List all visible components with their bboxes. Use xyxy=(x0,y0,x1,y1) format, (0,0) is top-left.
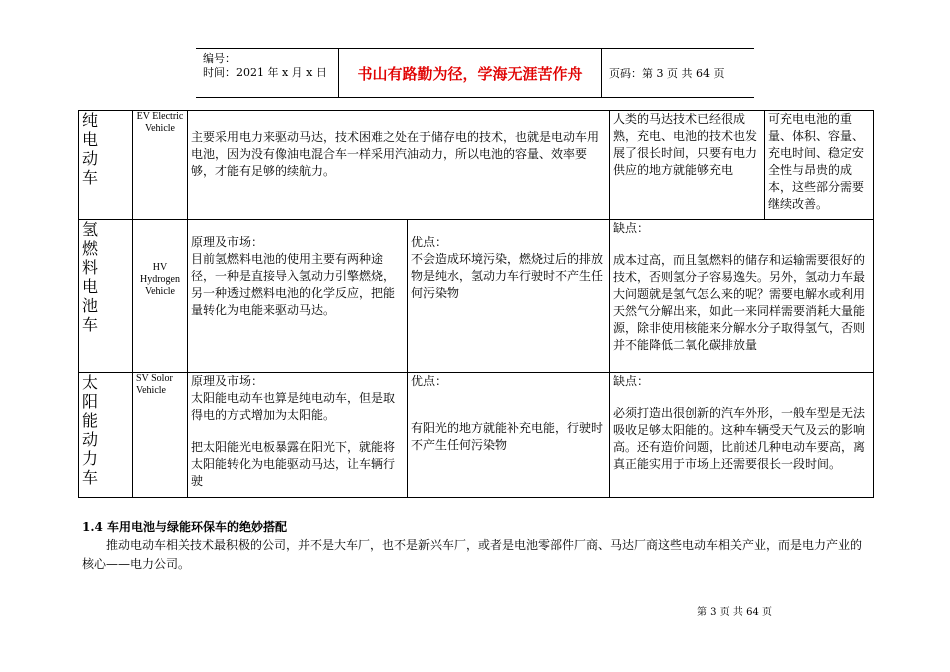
page-header xyxy=(196,48,754,98)
header-info xyxy=(196,49,339,97)
cons-label: 缺点： xyxy=(613,374,650,388)
vehicle-name: 氢 燃 料 电 池车 xyxy=(79,220,133,373)
header-page-label: 页码：第 3 页 共 64 页 xyxy=(609,67,725,80)
header-motto: 书山有路勤为径，学海无涯苦作舟 xyxy=(339,49,602,97)
vehicle-english-name: SV Solor Vehicle xyxy=(133,373,188,498)
vehicle-english-name xyxy=(133,220,188,373)
table-row-hv xyxy=(79,220,874,373)
pros-label: 优点： xyxy=(411,235,448,249)
ev-advantages: 人类的马达技术已经很成熟，充电、电池的技术也发展了很长时间，只要有电力供应的地方就能够充电 xyxy=(610,111,765,220)
principle-text-1: 太阳能电动车也算是纯电动车，但是取得电的方式增加为太阳能。 xyxy=(191,391,396,422)
sv-principle xyxy=(188,373,408,498)
principle-label: 原理及市场： xyxy=(191,235,264,249)
sv-pros xyxy=(408,373,610,498)
vehicle-name: 纯 电动车 xyxy=(79,111,133,220)
principle-text: 目前氢燃料电池的使用主要有两种途径，一种是直接导入氢动力引擎燃烧，另一种透过燃料电池的化学反应，把能量转化为电能来驱动马达。 xyxy=(191,252,396,317)
pros-text: 不会造成环境污染，燃烧过后的排放物是纯水，氢动力车行驶时不产生任何污染物 xyxy=(411,252,604,300)
section-title: 1.4 车用电池与绿能环保车的绝妙搭配 xyxy=(82,520,288,534)
vehicle-english-name: EV Electric Vehicle xyxy=(133,111,188,220)
page-footer: 第 3 页 共 64 页 xyxy=(697,607,772,618)
principle-label: 原理及市场： xyxy=(191,374,264,388)
cons-text: 成本过高，而且氢燃料的储存和运输需要很好的技术，否则氢分子容易逸失。另外，氢动力车最大问题就是氢气怎么来的呢？需要电解水或利用天然气分解出来，如此一来同样需要消耗大量能源，除非使用核能来分解水分子取得氢气，否则并不能降低二氧化碳排放量 xyxy=(613,253,866,352)
cons-label: 缺点： xyxy=(613,221,650,235)
ev-description xyxy=(188,111,610,220)
cons-text: 必须打造出很创新的汽车外形，一般车型是无法吸收足够太阳能的。这种车辆受天气及云的影响高。还有造价问题，比前述几种电动车要高，离真正能实用于市场上还需要很长一段时间。 xyxy=(613,406,866,471)
code-label: 编号： xyxy=(203,52,236,65)
pros-text: 有阳光的地方就能补充电能，行驶时不产生任何污染物 xyxy=(411,421,604,452)
ev-disadvantages: 可充电电池的重量、体积、容量、充电时间、稳定安全性与昂贵的成本，这些部分需要继续改善。 xyxy=(765,111,874,220)
table-row-ev xyxy=(79,111,874,220)
vehicle-comparison-table xyxy=(78,110,874,498)
table-row-sv xyxy=(79,373,874,498)
ev-description-text: 主要采用电力来驱动马达，技术困难之处在于储存电的技术，也就是电动车用电池，因为没有像油电混合车一样采用汽油动力，所以电池的容量、效率要够，才能有足够的续航力。 xyxy=(191,130,600,178)
time-label: 时间：2021 年 x 月 x 日 xyxy=(203,66,327,79)
principle-text-2: 把太阳能光电板暴露在阳光下，就能将太阳能转化为电能驱动马达，让车辆行驶 xyxy=(191,440,396,488)
hv-pros xyxy=(408,220,610,373)
vehicle-english-name-text: HV Hydrogen Vehicle xyxy=(140,262,180,297)
sv-cons xyxy=(610,373,874,498)
vehicle-name: 太 阳 能 动 力车 xyxy=(79,373,133,498)
section-paragraph: 推动电动车相关技术最积极的公司，并不是大车厂，也不是新兴车厂，或者是电池零部件厂商、马达厂商这些电动车相关产业，而是电力产业的核心——电力公司。 xyxy=(82,538,863,571)
hv-cons xyxy=(610,220,874,373)
pros-label: 优点： xyxy=(411,374,448,388)
hv-principle xyxy=(188,220,408,373)
